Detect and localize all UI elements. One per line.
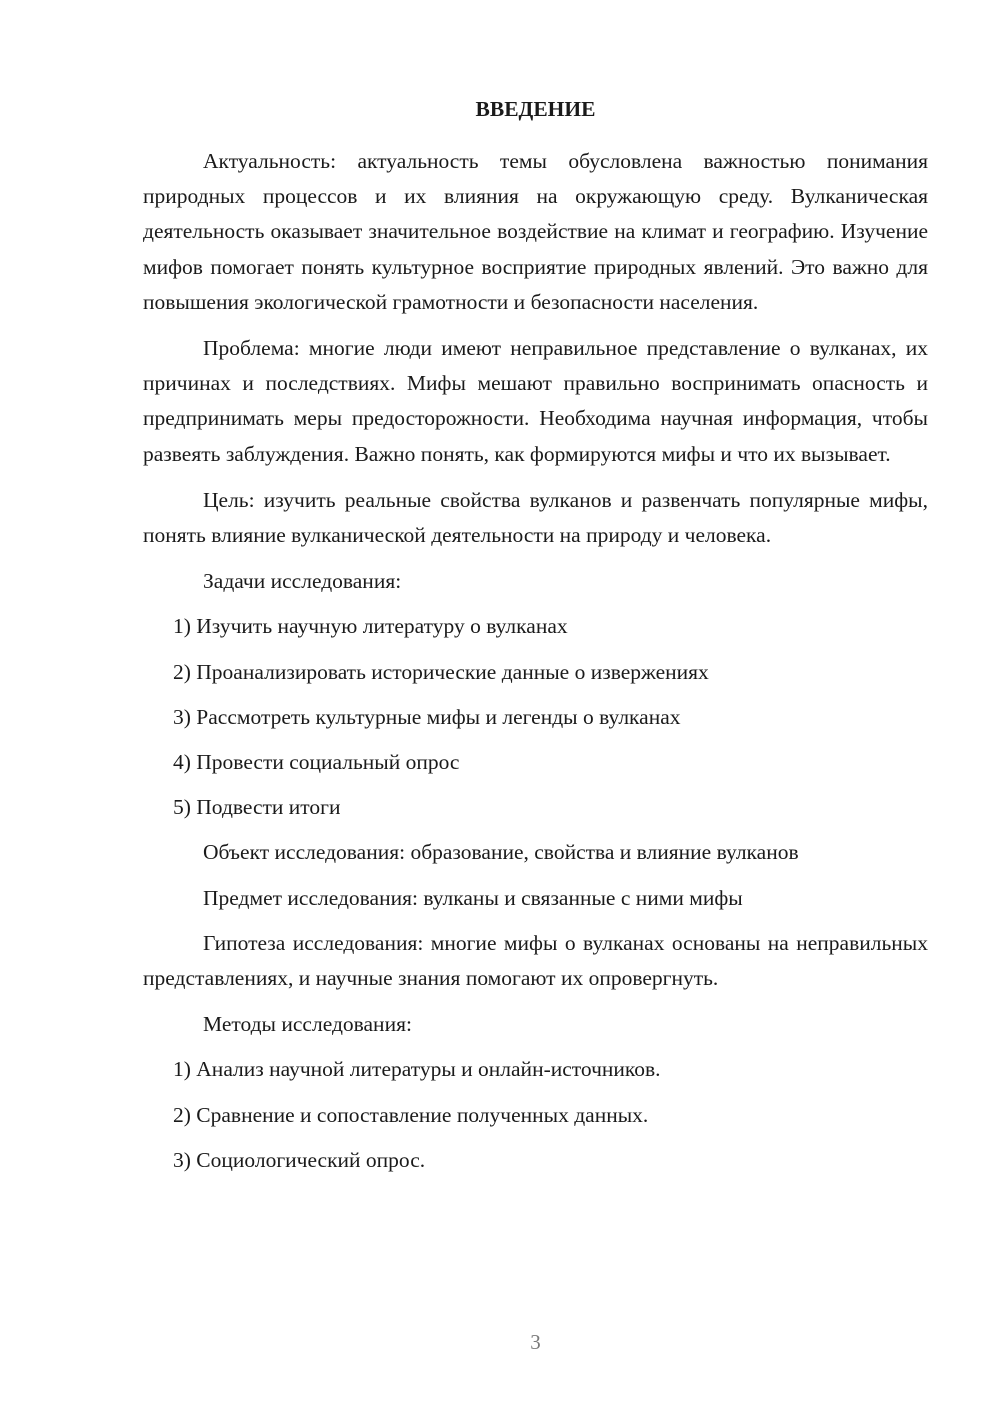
goal-paragraph: Цель: изучить реальные свойства вулканов и развенчать популярные мифы, понять влияние вулканической деятельности на природу и человека. [143,487,928,548]
research-object: Объект исследования: образование, свойства и влияние вулканов [203,840,799,865]
method-item: 2) Сравнение и сопоставление полученных данных. [173,1102,649,1127]
method-item: 3) Социологический опрос. [173,1147,426,1172]
section-title: ВВЕДЕНИЕ [475,97,596,121]
task-item: 3) Рассмотреть культурные мифы и легенды о вулканах [173,704,681,729]
research-subject: Предмет исследования: вулканы и связанные с ними мифы [203,885,743,910]
problem-paragraph: Проблема: многие люди имеют неправильное представление о вулканах, их причинах и последствиях. Мифы мешают правильно воспринимать опасность и предпринимать меры предосторожности. Необходима научная информация, чтобы развеять заблуждения. Важно понять, как формируются мифы и что их вызывает. [143,336,928,466]
relevance-paragraph: Актуальность: актуальность темы обусловлена важностью понимания природных процессов и их влияния на окружающую среду. Вулканическая деятельность оказывает значительное воздействие на климат и географию. Изучение мифов помогает понять культурное восприятие природных явлений. Это важно для повышения экологической грамотности и безопасности населения. [143,149,928,314]
method-item: 1) Анализ научной литературы и онлайн-источников. [173,1057,661,1082]
page-number: 3 [530,1330,541,1354]
task-item: 4) Провести социальный опрос [173,750,460,775]
document-page [143,92,928,1188]
tasks-heading: Задачи исследования: [203,569,402,594]
task-item: 5) Подвести итоги [173,795,341,820]
task-item: 2) Проанализировать исторические данные о извержениях [173,659,709,684]
task-item: 1) Изучить научную литературу о вулканах [173,614,568,639]
methods-heading: Методы исследования: [203,1012,412,1037]
hypothesis-paragraph: Гипотеза исследования: многие мифы о вулканах основаны на неправильных представлениях, и научные знания помогают их опровергнуть. [143,930,928,991]
